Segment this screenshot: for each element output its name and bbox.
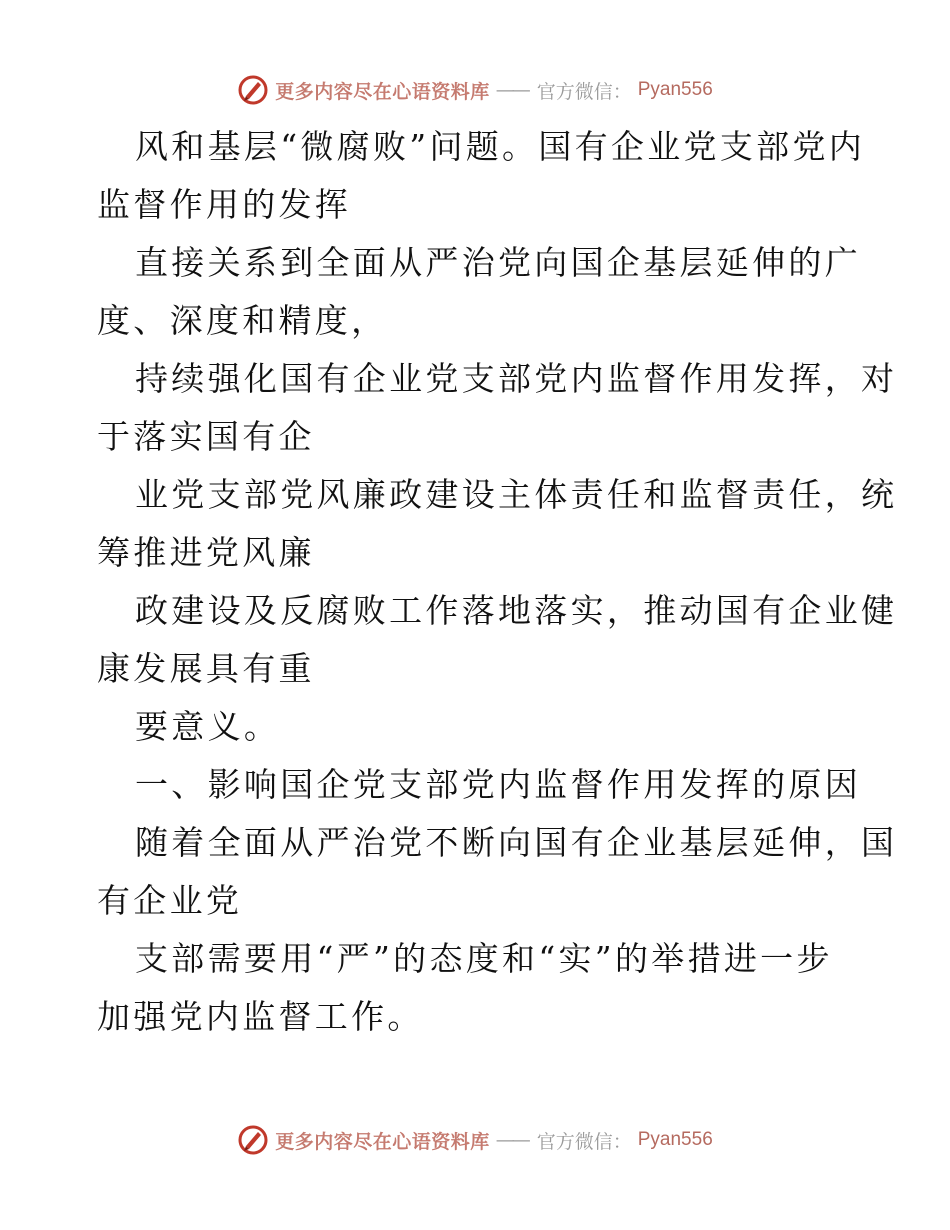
body-line: 支部需要用“严”的态度和“实”的举措进一步 xyxy=(135,939,833,978)
body-line: 随着全面从严治党不断向国有企业基层延伸，国 xyxy=(135,823,898,862)
body-line: 政建设及反腐败工作落地落实，推动国有企业健 xyxy=(135,591,898,630)
document-body xyxy=(97,118,898,1046)
body-line: 度、深度和精度， xyxy=(97,301,388,340)
body-line: 监督作用的发挥 xyxy=(97,185,352,224)
footer-watermark-banner xyxy=(0,1120,950,1160)
body-line: 要意义。 xyxy=(135,707,281,746)
banner-wechat-id: Pyan556 xyxy=(637,79,713,100)
section-heading: 一、影响国企党支部党内监督作用发挥的原因 xyxy=(135,765,861,804)
banner-text: 更多内容尽在心语资料库 xyxy=(275,1130,490,1153)
body-line: 业党支部党风廉政建设主体责任和监督责任，统 xyxy=(135,475,898,514)
banner-wechat-label: 官方微信： xyxy=(536,1130,632,1153)
body-line: 加强党内监督工作。 xyxy=(97,997,424,1036)
body-line: 直接关系到全面从严治党向国企基层延伸的广 xyxy=(135,243,861,282)
red-pen-logo-icon xyxy=(237,74,269,106)
body-line: 筹推进党风廉 xyxy=(97,533,315,572)
banner-wechat-id: Pyan556 xyxy=(637,1129,713,1150)
body-line: 有企业党 xyxy=(97,881,243,920)
banner-separator: —— xyxy=(495,79,528,101)
red-pen-logo-icon xyxy=(237,1124,269,1156)
header-watermark-banner xyxy=(0,70,950,110)
banner-text: 更多内容尽在心语资料库 xyxy=(275,80,490,103)
body-line: 持续强化国有企业党支部党内监督作用发挥，对 xyxy=(135,359,898,398)
banner-separator: —— xyxy=(495,1129,528,1151)
body-line: 于落实国有企 xyxy=(97,417,315,456)
body-line: 康发展具有重 xyxy=(97,649,315,688)
banner-wechat-label: 官方微信： xyxy=(536,80,632,103)
body-line: 风和基层“微腐败”问题。国有企业党支部党内 xyxy=(135,127,866,166)
